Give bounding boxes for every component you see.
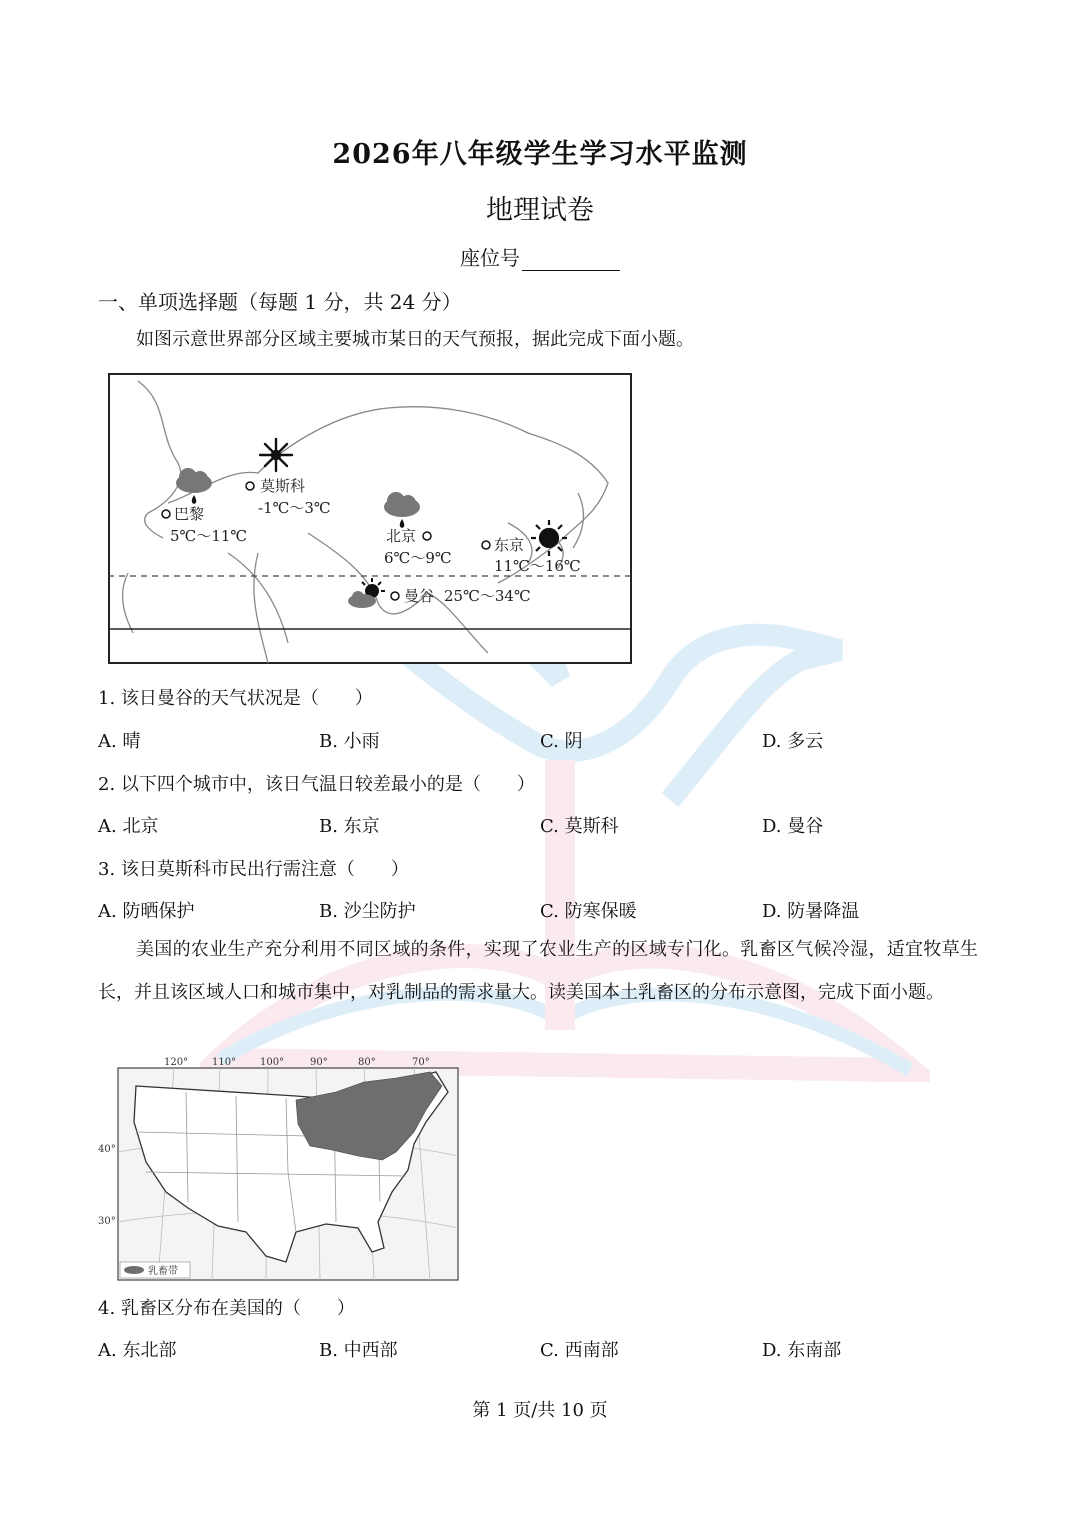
city-marker-paris [162,510,170,518]
seat-number-blank[interactable] [522,250,620,271]
question-2-option-d[interactable]: D. 曼谷 [762,816,824,837]
question-1-stem: 1. 该日曼谷的天气状况是（ ） [98,688,373,709]
question-3-option-d[interactable]: D. 防暑降温 [762,901,860,922]
legend-dairy-label: 乳畜带 [148,1266,178,1277]
question-4-option-d[interactable]: D. 东南部 [762,1340,842,1361]
lon-label-90: 90° [310,1057,328,1068]
section-intro: 如图示意世界部分区域主要城市某日的天气预报，据此完成下面小题。 [136,329,694,350]
question-3-option-b[interactable]: B. 沙尘防护 [319,901,416,922]
question-2-option-a[interactable]: A. 北京 [98,816,159,837]
lon-label-120: 120° [164,1057,189,1068]
question-4-option-b[interactable]: B. 中西部 [319,1340,398,1361]
question-4-option-c[interactable]: C. 西南部 [540,1340,619,1361]
city-temp-beijing: 6℃～9℃ [384,549,452,567]
city-name-beijing: 北京 [386,527,417,545]
exam-title: 2026年八年级学生学习水平监测 [332,139,748,170]
seat-number-field [0,242,1080,271]
city-temp-bangkok: 25℃～34℃ [444,587,531,605]
lat-label-40: 40° [98,1144,116,1155]
city-temp-tokyo: 11℃～16℃ [494,557,581,575]
city-name-paris: 巴黎 [174,505,205,523]
question-2-option-c[interactable]: C. 莫斯科 [540,816,619,837]
section-heading: 一、单项选择题（每题 1 分，共 24 分） [98,290,462,314]
seat-number-label: 座位号 [460,246,520,270]
lon-label-100: 100° [260,1057,285,1068]
city-name-tokyo: 东京 [494,536,525,554]
world-weather-map [108,373,632,664]
city-temp-paris: 5℃～11℃ [170,527,248,545]
question-1-option-c[interactable]: C. 阴 [540,731,583,752]
question-3-option-c[interactable]: C. 防寒保暖 [540,901,637,922]
question-3-option-a[interactable]: A. 防晒保护 [98,901,195,922]
question-1-option-a[interactable]: A. 晴 [98,731,141,752]
lon-label-110: 110° [212,1057,237,1068]
usa-dairy-map [96,1052,460,1284]
usa-map-svg [96,1052,460,1284]
question-2-option-b[interactable]: B. 东京 [319,816,380,837]
city-marker-beijing [423,532,431,540]
question-1-option-b[interactable]: B. 小雨 [319,731,380,752]
question-4-option-a[interactable]: A. 东北部 [98,1340,177,1361]
question-3-stem: 3. 该日莫斯科市民出行需注意（ ） [98,859,409,880]
lon-label-80: 80° [358,1057,376,1068]
city-marker-moscow [246,482,254,490]
city-name-moscow: 莫斯科 [260,477,306,495]
city-name-bangkok: 曼谷 [404,587,435,605]
legend-dairy-swatch [124,1266,144,1274]
city-marker-tokyo [482,541,490,549]
exam-subtitle: 地理试卷 [486,195,594,226]
world-map-svg [108,373,632,664]
passage-usa-agriculture: 美国的农业生产充分利用不同区域的条件，实现了农业生产的区域专门化。乳畜区气候冷湿，适宜牧草生长，并且该区域人口和城市集中，对乳制品的需求量大。读美国本土乳畜区的分布示意图，完成下面小题。 [98,939,978,1003]
snow-icon [260,439,292,471]
question-1-option-d[interactable]: D. 多云 [762,731,824,752]
lon-label-70: 70° [412,1057,430,1068]
lat-label-30: 30° [98,1216,116,1227]
city-marker-bangkok [391,592,399,600]
question-2-stem: 2. 以下四个城市中，该日气温日较差最小的是（ ） [98,774,535,795]
question-4-stem: 4. 乳畜区分布在美国的（ ） [98,1298,355,1319]
city-temp-moscow: -1℃～3℃ [258,499,331,517]
page-footer: 第 1 页/共 10 页 [472,1400,608,1421]
